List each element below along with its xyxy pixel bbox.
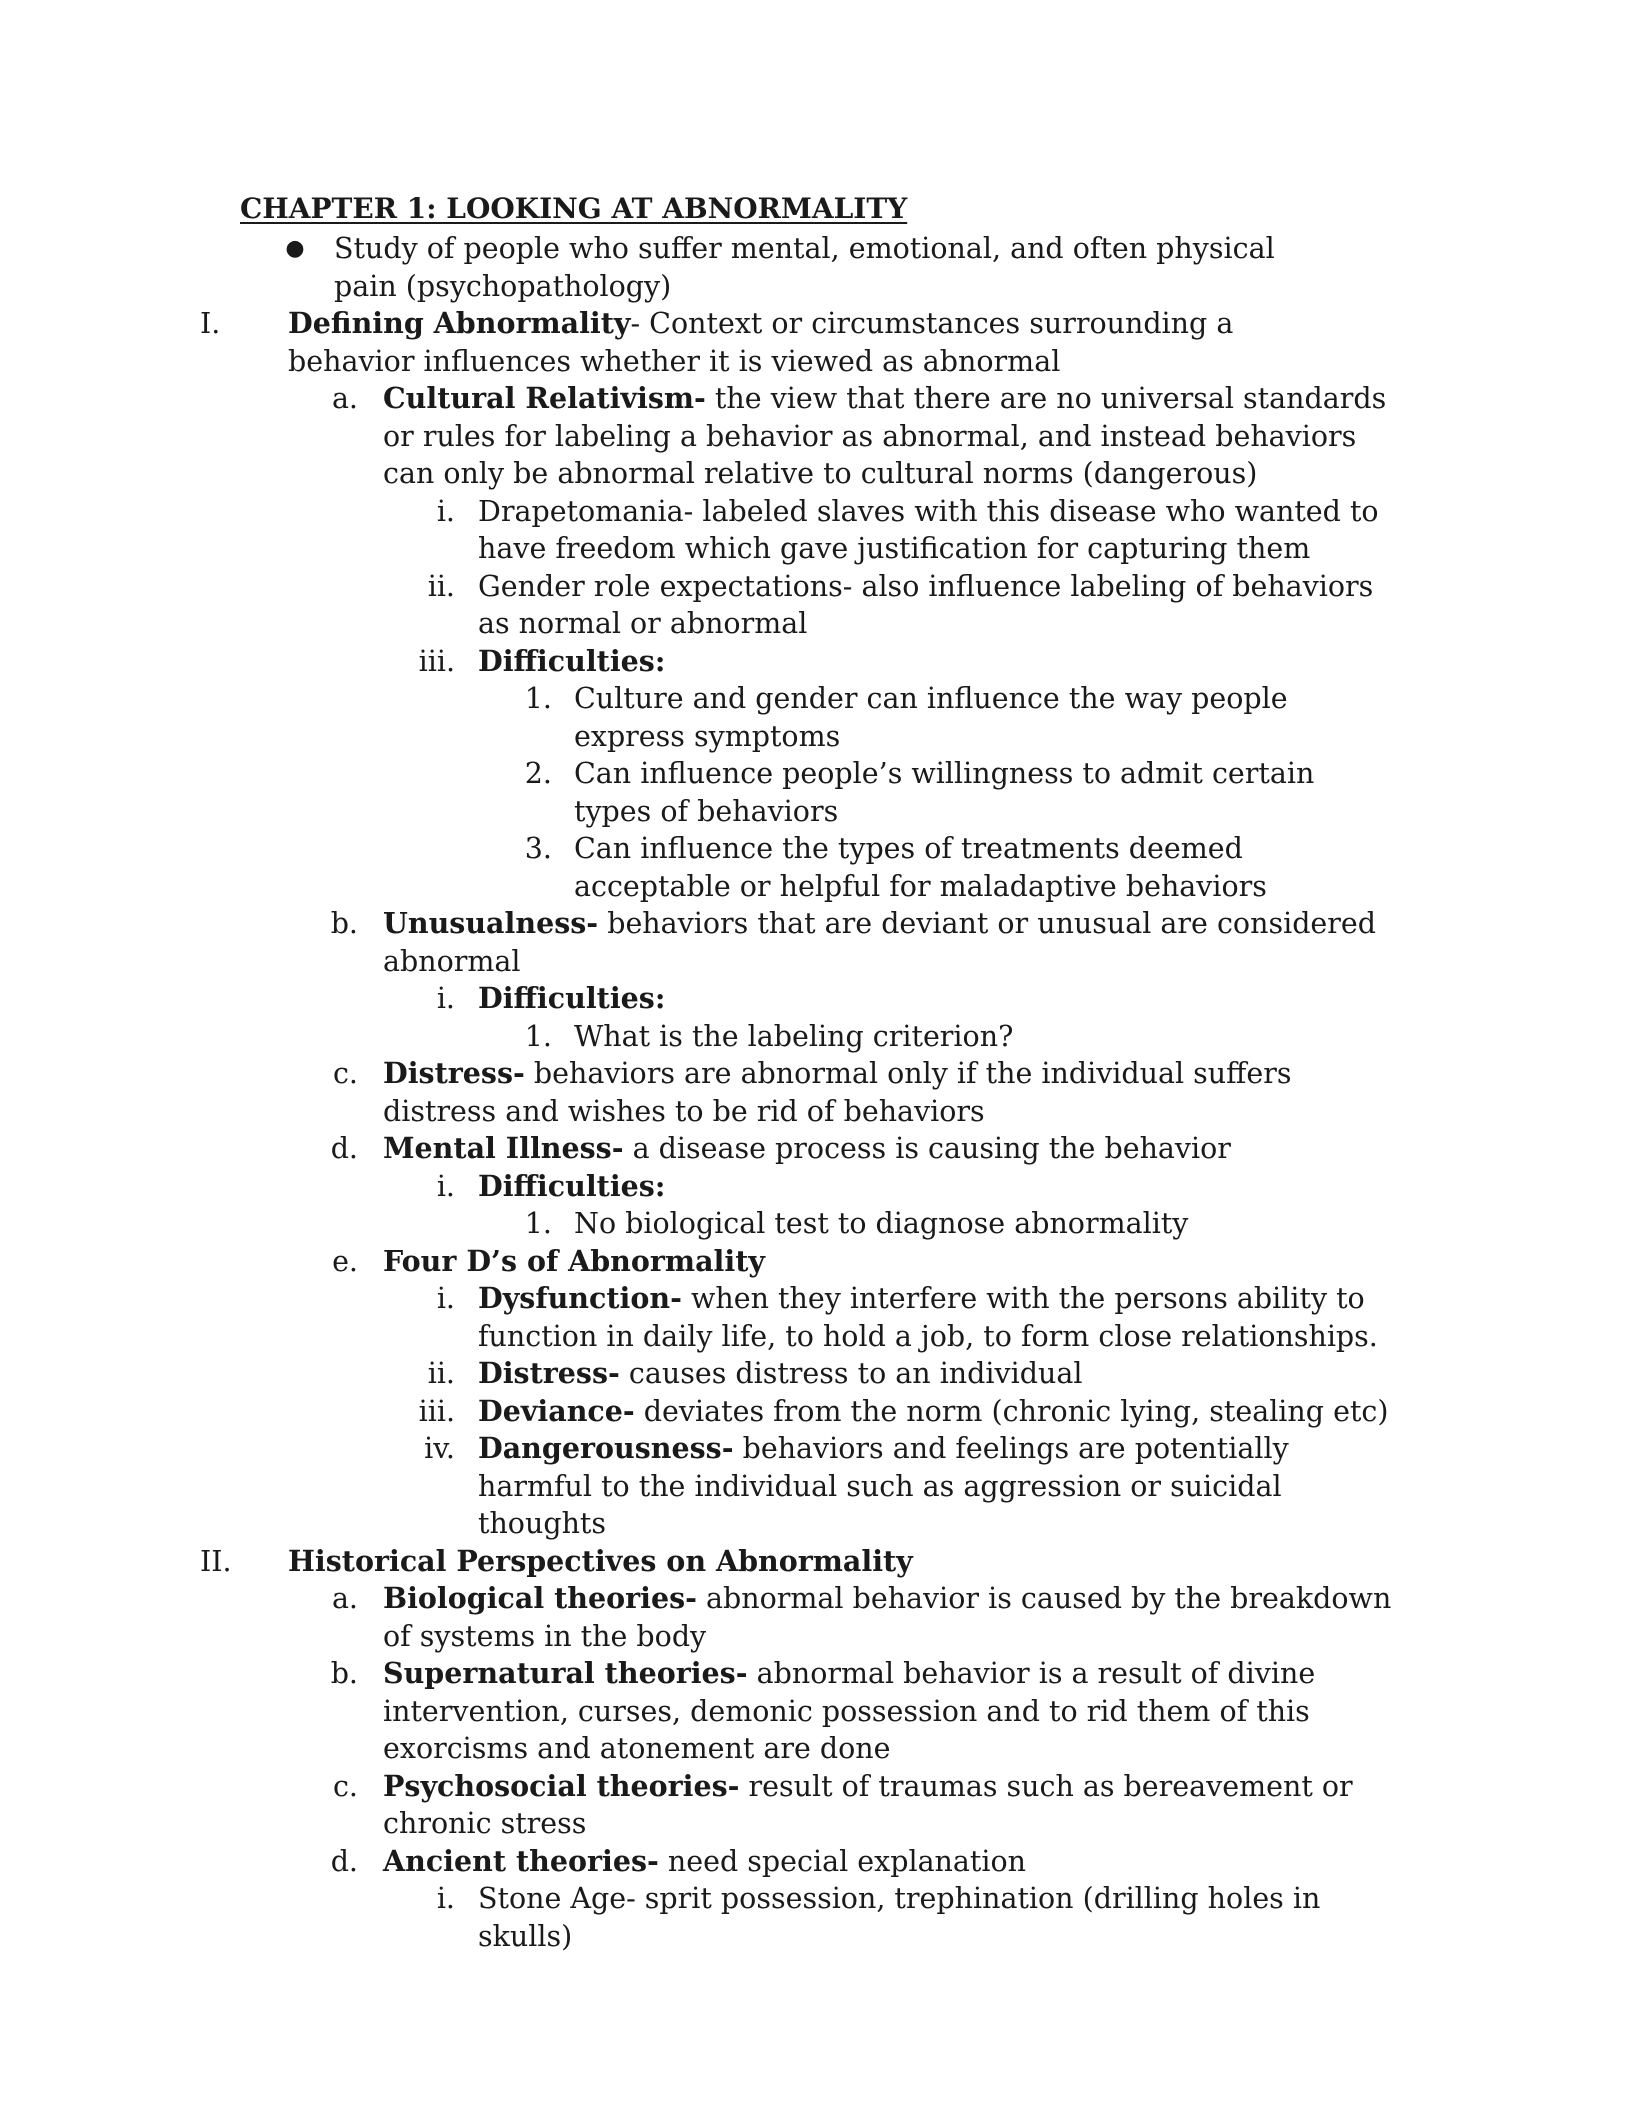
item-text: behaviors and feelings are potentially harmful to the individual such as aggression or suicidal thoughts: [478, 1432, 1289, 1540]
item-marker: ii.: [427, 569, 455, 603]
item-marker: d.: [330, 1844, 358, 1878]
outline-item: [0, 1018, 1400, 1056]
item-text: causes distress to an individual: [619, 1357, 1083, 1390]
section-heading: [0, 305, 1320, 380]
item-term: Difficulties:: [478, 643, 666, 678]
item-term: Dysfunction-: [478, 1281, 682, 1315]
outline-item: [0, 1205, 1400, 1243]
item-term: Cultural Relativism-: [383, 381, 706, 415]
item-marker: 1.: [524, 1019, 552, 1053]
item-marker: 3.: [524, 832, 552, 865]
outline-item: [0, 643, 1410, 681]
item-term: Ancient theories-: [383, 1843, 659, 1878]
item-term: Difficulties:: [478, 1168, 666, 1203]
item-text: abnormal behavior is a result of divine intervention, curses, demonic possession and to rid them of this exorcisms and atonement are done: [383, 1657, 1316, 1765]
outline-item: [0, 980, 1410, 1018]
item-text: the view that there are no universal standards or rules for labeling a behavior as abnormal, and instead behaviors can only be abnormal relative to cultural norms (dangerous): [383, 382, 1387, 490]
item-text: need special explanation: [658, 1844, 1026, 1878]
intro-bullet-item: [0, 230, 1320, 305]
item-text: abnormal behavior is caused by the breakdown of systems in the body: [383, 1582, 1392, 1653]
bullet-icon: ●: [285, 236, 305, 261]
outline: [0, 230, 1640, 1955]
item-marker: i.: [436, 1282, 455, 1315]
item-marker: 1.: [524, 1207, 552, 1240]
outline-item: [0, 1843, 1410, 1881]
outline-item: [0, 380, 1410, 493]
outline-item: [0, 1393, 1410, 1431]
item-term: Dangerousness-: [478, 1431, 734, 1465]
outline-item: [0, 830, 1400, 905]
outline-item: [0, 755, 1400, 830]
item-text: Stone Age- sprit possession, trephination (drilling holes in skulls): [478, 1882, 1321, 1953]
item-term: Supernatural theories-: [383, 1656, 748, 1690]
item-text: Can influence the types of treatments deemed acceptable or helpful for maladaptive behaviors: [574, 832, 1267, 903]
section-marker: I.: [200, 307, 221, 340]
item-text: behaviors are abnormal only if the individual suffers distress and wishes to be rid of behaviors: [383, 1057, 1292, 1128]
outline-item: [0, 1243, 1410, 1281]
item-text: behaviors that are deviant or unusual are considered abnormal: [383, 907, 1377, 978]
item-text: Gender role expectations- also influence labeling of behaviors as normal or abnormal: [478, 569, 1374, 640]
item-marker: 1.: [524, 682, 552, 715]
section-heading-term: Historical Perspectives on Abnormality: [288, 1543, 913, 1578]
item-term: Distress-: [478, 1356, 620, 1390]
outline-item: [0, 1580, 1410, 1655]
item-text: a disease process is causing the behavior: [623, 1132, 1231, 1165]
item-term: Deviance-: [478, 1393, 635, 1428]
section-heading-text: - Context or circumstances surrounding a behavior influences whether it is viewed as abnormal: [288, 307, 1234, 378]
item-marker: i.: [436, 1169, 455, 1203]
outline-item: [0, 1355, 1410, 1393]
item-marker: c.: [332, 1769, 358, 1803]
item-marker: e.: [332, 1244, 358, 1278]
item-text: when they interfere with the persons ability to function in daily life, to hold a job, to form close relationships.: [478, 1282, 1378, 1353]
outline-item: [0, 1168, 1410, 1206]
item-marker: c.: [332, 1057, 358, 1090]
chapter-title: CHAPTER 1: LOOKING AT ABNORMALITY: [240, 192, 908, 225]
outline-item: [0, 1055, 1410, 1130]
item-text: Drapetomania- labeled slaves with this disease who wanted to have freedom which gave justification for capturing them: [478, 494, 1379, 565]
section-marker: II.: [200, 1544, 232, 1578]
item-marker: d.: [330, 1132, 358, 1165]
intro-bullet-text: Study of people who suffer mental, emotional, and often physical pain (psychopathology): [334, 232, 1275, 303]
outline-item: [0, 680, 1400, 755]
outline-item: [0, 1280, 1410, 1355]
item-marker: iv.: [424, 1432, 455, 1465]
item-marker: a.: [331, 382, 358, 415]
item-marker: i.: [436, 494, 455, 528]
item-text: result of traumas such as bereavement or chronic stress: [383, 1769, 1353, 1840]
item-marker: i.: [436, 982, 455, 1015]
item-term: Biological theories-: [383, 1581, 697, 1615]
item-text: Culture and gender can influence the way people express symptoms: [574, 682, 1288, 753]
outline-item: [0, 1768, 1410, 1843]
item-term: Distress-: [383, 1056, 525, 1090]
item-term: Mental Illness-: [383, 1131, 624, 1165]
section-heading-term: Defining Abnormality: [288, 306, 631, 340]
section-heading: [0, 1543, 1320, 1581]
item-term: Psychosocial theories-: [383, 1768, 740, 1803]
item-marker: 2.: [524, 757, 552, 790]
item-marker: ii.: [427, 1357, 455, 1390]
item-marker: i.: [436, 1882, 455, 1915]
outline-item: [0, 493, 1410, 568]
item-marker: b.: [330, 1657, 358, 1690]
outline-item: [0, 1130, 1410, 1168]
item-text: No biological test to diagnose abnormality: [574, 1207, 1189, 1240]
item-term: Four D’s of Abnormality: [383, 1243, 765, 1278]
item-text: Can influence people’s willingness to admit certain types of behaviors: [574, 757, 1315, 828]
item-marker: a.: [331, 1582, 358, 1615]
item-text: What is the labeling criterion?: [574, 1019, 1014, 1053]
item-marker: b.: [330, 907, 358, 940]
item-marker: iii.: [418, 644, 455, 678]
outline-item: [0, 568, 1410, 643]
outline-item: [0, 905, 1410, 980]
outline-item: [0, 1430, 1410, 1543]
outline-item: [0, 1655, 1410, 1768]
item-term: Unusualness-: [383, 906, 599, 940]
item-text: deviates from the norm (chronic lying, stealing etc): [634, 1394, 1389, 1428]
item-marker: iii.: [418, 1394, 455, 1428]
item-term: Difficulties:: [478, 981, 666, 1015]
outline-item: [0, 1880, 1410, 1955]
